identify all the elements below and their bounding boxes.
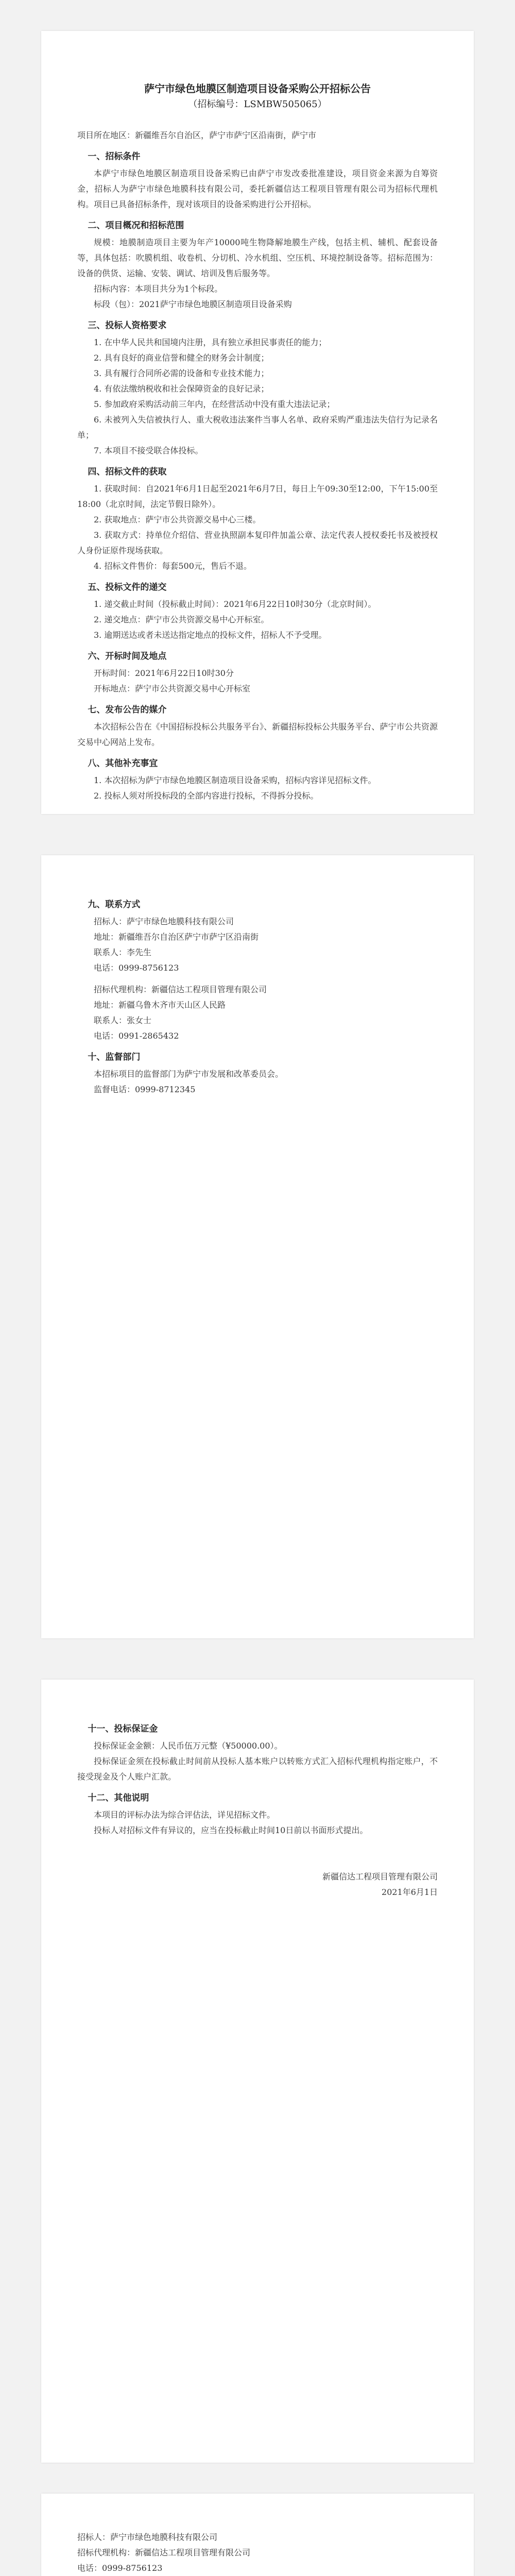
paragraph: 1. 递交截止时间（投标截止时间）：2021年6月22日10时30分（北京时间）。 [94,599,376,609]
tender-number: （招标编号：LSMBW505065） [188,99,327,110]
page-1-content [77,80,438,804]
paragraph: 监督电话：0999-8712345 [94,1084,196,1094]
paragraph: 招标人：萨宁市绿色地膜科技有限公司 [94,917,234,926]
paragraph: 本萨宁市绿色地膜区制造项目设备采购已由萨宁市发改委批准建设，项目资金来源为自筹资金，招标人为萨宁市绿色地膜科技有限公司，委托新疆信达工程项目管理有限公司为招标代理机构。项目已具备招标条件，现对该项目的设备采购进行公开招标。 [77,168,438,209]
paragraph: 开标地点：萨宁市公共资源交易中心开标室 [94,684,251,693]
page-2-content [77,891,438,1097]
section-heading: 十一、投标保证金 [88,1724,158,1734]
sign-date: 2021年6月1日 [381,1887,438,1897]
paragraph: 电话：0999-8756123 [77,2563,163,2573]
paragraph: 4. 招标文件售价：每套500元，售后不退。 [94,561,252,571]
page-3-content [77,1716,438,1900]
paragraph: 电话：0991-2865432 [94,1031,179,1041]
paragraph: 招标代理机构：新疆信达工程项目管理有限公司 [77,2548,251,2557]
paragraph: 3. 获取方式：持单位介绍信、营业执照副本复印件加盖公章、法定代表人授权委托书及被授权人身份证原件现场获取。 [77,530,438,555]
paragraph: 5. 参加政府采购活动前三年内，在经营活动中没有重大违法记录； [94,399,335,409]
section-heading: 七、发布公告的媒介 [88,705,167,715]
paragraph: 7. 本项目不接受联合体投标。 [94,446,203,455]
paragraph: 本招标项目的监督部门为萨宁市发展和改革委员会。 [94,1069,284,1079]
section-heading: 一、招标条件 [88,151,141,162]
paragraph: 本项目的评标办法为综合评估法，详见招标文件。 [94,1810,276,1820]
section-heading: 四、招标文件的获取 [88,467,167,477]
section-heading: 八、其他补充事宜 [88,758,158,769]
paragraph: 规模：地膜制造项目主要为年产10000吨生物降解地膜生产线，包括主机、辅机、配套设备等，具体包括：吹膜机组、收卷机、分切机、冷水机组、空压机、环境控制设备等。招标范围为：设备的供货、运输、安装、调试、培训及售后服务等。 [77,238,438,278]
document-page-4 [41,2494,474,2576]
section-heading: 十二、其他说明 [88,1793,149,1803]
paragraph: 投标保证金金额：人民币伍万元整（¥50000.00）。 [94,1741,283,1751]
paragraph: 6. 未被列入失信被执行人、重大税收违法案件当事人名单、政府采购严重违法失信行为记录名单； [77,415,438,440]
section-heading: 九、联系方式 [88,900,141,910]
paragraph: 招标内容：本项目共分为1个标段。 [94,284,223,294]
paragraph: 2. 投标人须对所投标段的全部内容进行投标，不得拆分投标。 [94,791,319,801]
paragraph: 标段（包）：2021萨宁市绿色地膜区制造项目设备采购 [94,299,292,309]
paragraph: 3. 具有履行合同所必需的设备和专业技术能力； [94,368,269,378]
section-heading: 六、开标时间及地点 [88,651,167,662]
paragraph: 本次招标公告在《中国招标投标公共服务平台》、新疆招标投标公共服务平台、萨宁市公共资源交易中心网站上发布。 [77,722,438,747]
project-location: 项目所在地区：新疆维吾尔自治区，萨宁市萨宁区沿南街，萨宁市 [77,130,317,140]
section-heading: 五、投标文件的递交 [88,582,167,592]
paragraph: 投标保证金须在投标截止时间前从投标人基本账户以转账方式汇入招标代理机构指定账户，不接受现金及个人账户汇款。 [77,1756,438,1782]
document-page-1 [41,31,474,814]
paragraph: 3. 逾期送达或者未送达指定地点的投标文件，招标人不予受理。 [94,630,327,640]
signer: 新疆信达工程项目管理有限公司 [322,1872,438,1882]
section-heading: 十、监督部门 [88,1052,141,1062]
section-heading: 三、投标人资格要求 [88,320,167,331]
document-page-2 [41,855,474,1638]
paragraph: 地址：新疆维吾尔自治区萨宁市萨宁区沿南街 [94,932,259,942]
section-heading: 二、项目概况和招标范围 [88,221,184,231]
document-page-3 [41,1680,474,2463]
page-4-content [77,2530,438,2576]
paragraph: 投标人对招标文件有异议的，应当在投标截止时间10日前以书面形式提出。 [94,1825,368,1835]
paragraph: 联系人：李先生 [94,947,152,957]
paragraph: 招标代理机构：新疆信达工程项目管理有限公司 [94,985,267,994]
paragraph: 2. 递交地点：萨宁市公共资源交易中心开标室。 [94,615,269,624]
paragraph: 4. 有依法缴纳税收和社会保障资金的良好记录； [94,384,269,394]
document-title: 萨宁市绿色地膜区制造项目设备采购公开招标公告 [144,82,371,95]
paragraph: 电话：0999-8756123 [94,963,179,973]
paragraph: 1. 在中华人民共和国境内注册，具有独立承担民事责任的能力； [94,337,327,347]
paragraph: 地址：新疆乌鲁木齐市天山区人民路 [94,1000,226,1010]
paragraph: 招标人：萨宁市绿色地膜科技有限公司 [77,2532,218,2542]
paragraph: 开标时间：2021年6月22日10时30分 [94,668,234,678]
paragraph: 联系人：张女士 [94,1015,152,1025]
paragraph: 2. 获取地点：萨宁市公共资源交易中心三楼。 [94,515,261,524]
paragraph: 2. 具有良好的商业信誉和健全的财务会计制度； [94,353,269,363]
paragraph: 1. 获取时间：自2021年6月1日起至2021年6月7日，每日上午09:30至12:00，下午15:00至18:00（北京时间，法定节假日除外）。 [77,484,438,509]
paragraph: 1. 本次招标为萨宁市绿色地膜区制造项目设备采购，招标内容详见招标文件。 [94,775,376,785]
